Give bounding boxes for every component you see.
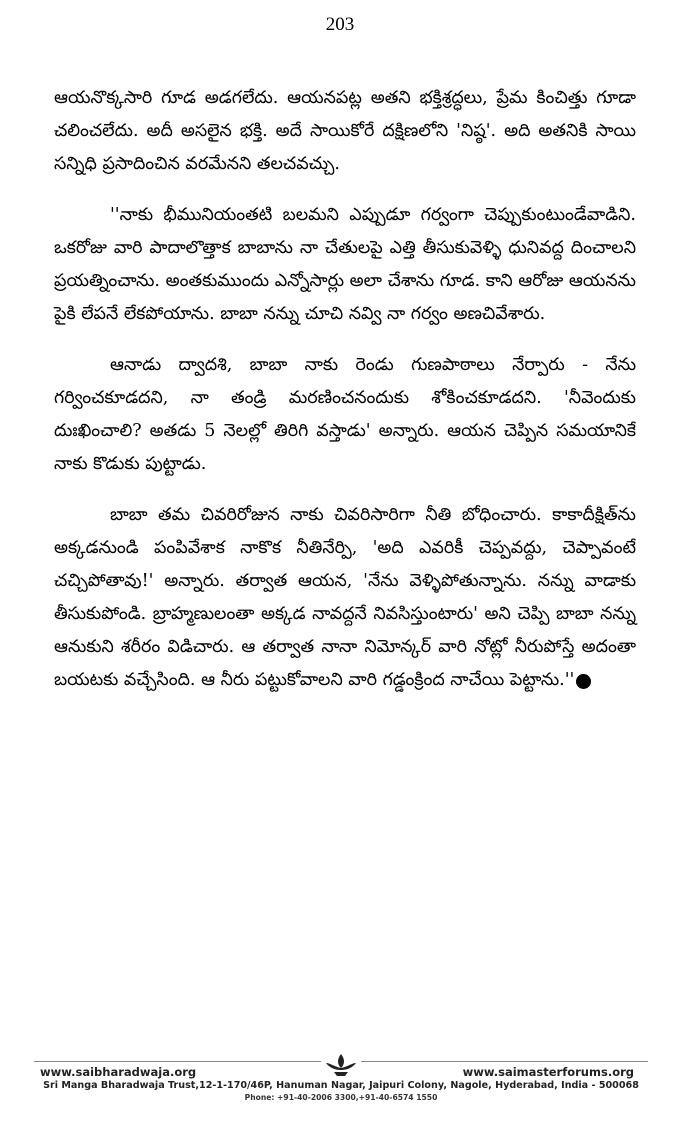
paragraph-text: బాబా తమ చివరిరోజున నాకు చివరిసారిగా నీతి బోధించారు. కాకాదీక్షిత్‌ను అక్కడనుండి పంపివేశాక నాకొక నీతినేర్పి, 'అది ఎవరికీ చెప్పవద్దు, చెప్పావంటే చచ్చిపోతావు!' అన్నారు. తర్వాత ఆయన, 'నేను వెళ్ళిపోతున్నాను. నన్ను వాడాకు తీసుకుపోండి. బ్రాహ్మణులంతా అక్కడ నావద్దనే నివసిస్తుంటారు' అని చెప్పి బాబా నన్ను ఆనుకుని శరీరం విడిచారు. ఆ తర్వాత నానా నిమోన్కర్ వారి నోట్లో నీరుపోస్తే అదంతా బయటకు వచ్చేసింది. ఆ నీరు పట్టుకోవాలని వారి గడ్డంక్రింద నాచేయి పెట్టాను.'' [54, 505, 636, 690]
trust-address: Sri Manga Bharadwaja Trust,12-1-170/46P, Hanuman Nagar, Jaipuri Colony, Nagole, Hyderabad, India - 500068 [43, 1080, 639, 1091]
page-number: 203 [325, 14, 355, 35]
paragraph: ఆనాడు ద్వాదశి, బాబా నాకు రెండు గుణపాఠాలు నేర్పారు - నేను గర్వించకూడదని, నా తండ్రి మరణించనందుకు శోకించకూడదని. 'నీవెందుకు దుఃఖించాలి? అతడు 5 నెలల్లో తిరిగి వస్తాడు' అన్నారు. ఆయన చెప్పిన సమయానికే నాకు కొడుకు పుట్టాడు. [54, 355, 636, 474]
lotus-logo-icon [321, 1051, 361, 1081]
paragraph [54, 499, 642, 697]
paragraph: ఆయనొక్కసారి గూడ అడగలేదు. ఆయనపట్ల అతని భక్తిశ్రద్ధలు, ప్రేమ కించిత్తు గూడా చలించలేదు. అదీ అసలైన భక్తి. అదే సాయికోరే దక్షిణలోని 'నిష్ఠ'. అది అతనికి సాయి సన్నిధి ప్రసాదించిన వరమేనని తలచవచ్చు. [54, 88, 636, 174]
body-text [54, 82, 642, 715]
star-in-circle-icon: ★ [576, 674, 591, 689]
website-link-left[interactable]: www.saibharadwaja.org [40, 1065, 197, 1079]
phone-numbers: Phone: +91-40-2006 3300,+91-40-6574 1550 [244, 1093, 438, 1102]
website-link-right[interactable]: www.saimasterforums.org [462, 1065, 634, 1079]
paragraph: ''నాకు భీమునియంతటి బలమని ఎప్పుడూ గర్వంగా చెప్పుకుంటుండేవాడిని. ఒకరోజు వారి పాదాలొత్తాక బాబాను నా చేతులపై ఎత్తి తీసుకువెళ్ళి ధునివద్ద దించాలని ప్రయత్నించాను. అంతకుముందు ఎన్నోసార్లు అలా చేశాను గూడ. కాని ఆరోజు ఆయనను పైకి లేపనే లేకపోయాను. బాబా నన్ను చూచి నవ్వి నా గర్వం అణచివేశారు. [54, 205, 636, 324]
footer [34, 1057, 648, 1107]
